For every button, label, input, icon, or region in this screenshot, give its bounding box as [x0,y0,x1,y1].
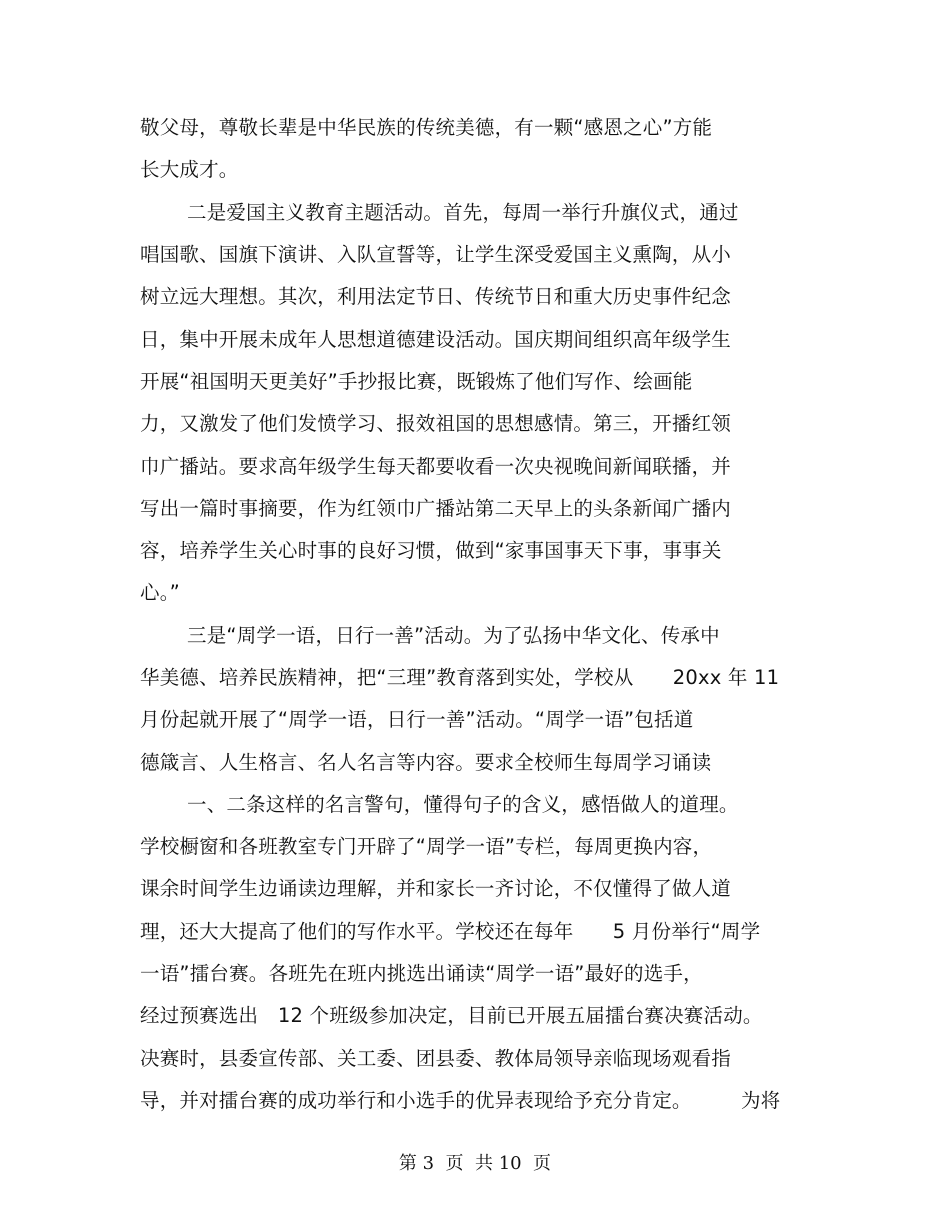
text-line-3: 二是爱国主义教育主题活动。首先，每周一举行升旗仪式，通过 [187,201,739,224]
text-line-17: 一、二条这样的名言警句，懂得句子的含义，感悟做人的道理。 [187,793,739,816]
text-line-18: 学校橱窗和各班教室专门开辟了“周学一语”专栏，每周更换内容， [140,835,713,858]
text-line-23: 决赛时，县委宣传部、关工委、团县委、教体局领导亲临现场观看指 [140,1047,732,1070]
text-line-20: 理，还大大提高了他们的写作水平。学校还在每年 5 月份举行“周学 [140,920,761,943]
text-line-5: 树立远大理想。其次，利用法定节日、传统节日和重大历史事件纪念 [140,285,732,308]
text-line-4: 唱国歌、国旗下演讲、入队宣誓等，让学生深受爱国主义熏陶，从小 [140,243,732,266]
text-line-12: 心。” [140,581,180,604]
text-line-22: 经过预赛选出 12 个班级参加决定，目前已开展五届擂台赛决赛活动。 [140,1004,763,1027]
text-line-13: 三是“周学一语，日行一善”活动。为了弘扬中华文化、传承中 [187,624,720,647]
text-line-14: 华美德、培养民族精神，把“三理”教育落到实处，学校从 20xx 年 11 [140,666,780,689]
text-line-19: 课余时间学生边诵读边理解，并和家长一齐讨论，不仅懂得了做人道 [140,877,732,900]
text-line-21: 一语”擂台赛。各班先在班内挑选出诵读“周学一语”最好的选手， [140,962,703,985]
text-line-16: 德箴言、人生格言、名人名言等内容。要求全校师生每周学习诵读 [140,751,712,774]
text-line-11: 容，培养学生关心时事的良好习惯，做到“家事国事天下事，事事关 [140,539,722,562]
text-line-24: 导，并对擂台赛的成功举行和小选手的优异表现给予充分肯定。 为将 [140,1089,781,1112]
page-number-footer: 第 3 页 共 10 页 [398,1153,552,1174]
text-line-2: 长大成才。 [140,158,239,181]
text-line-9: 巾广播站。要求高年级学生每天都要收看一次央视晚间新闻联播，并 [140,455,732,478]
text-line-15: 月份起就开展了“周学一语，日行一善”活动。“周学一语”包括道 [140,708,694,731]
text-line-6: 日，集中开展未成年人思想道德建设活动。国庆期间组织高年级学生 [140,328,732,351]
text-line-10: 写出一篇时事摘要，作为红领巾广播站第二天早上的头条新闻广播内 [140,497,732,520]
text-line-1: 敬父母，尊敬长辈是中华民族的传统美德，有一颗“感恩之心”方能 [140,116,713,139]
text-line-8: 力，又激发了他们发愤学习、报效祖国的思想感情。第三，开播红领 [140,412,732,435]
text-line-7: 开展“祖国明天更美好”手抄报比赛，既锻炼了他们写作、绘画能 [140,370,693,393]
